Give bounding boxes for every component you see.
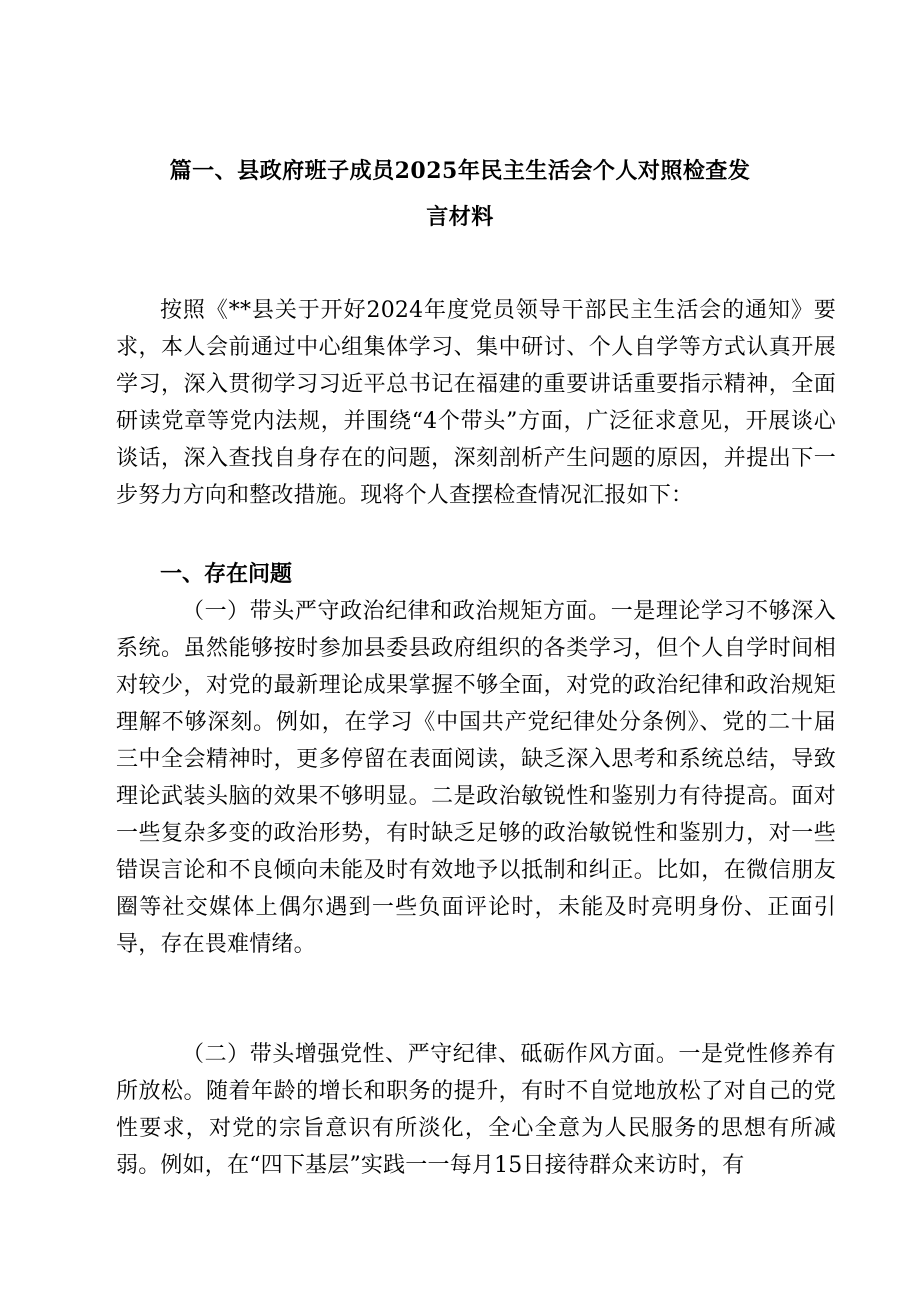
section-heading-problems: 一、存在问题 [160, 561, 293, 587]
intro-paragraph: 按照《**县关于开好2024年度党员领导干部民主生活会的通知》要求，本人会前通过中心组集体学习、集中研讨、个人自学等方式认真开展学习，深入贯彻学习习近平总书记在福建的重要讲话重要指示精神，全面研读党章等党内法规，并围绕“4个带头”方面，广泛征求意见，开展谈心谈话，深入查找自身存在的问题，深刻剖析产生问题的原因，并提出下一步努力方向和整改措施。现将个人查摆检查情况汇报如下： [116, 298, 836, 508]
document-title-line-1: 篇一、县政府班子成员2025年民主生活会个人对照检查发 [169, 158, 751, 184]
document-title-line-2: 言材料 [426, 204, 494, 230]
paragraph-party-spirit: （二）带头增强党性、严守纪律、砥砺作风方面。一是党性修养有所放松。随着年龄的增长和职务的提升，有时不自觉地放松了对自己的党性要求，对党的宗旨意识有所淡化，全心全意为人民服务的思想有所减弱。例如，在“四下基层”实践一一每月15日接待群众来访时，有 [116, 1042, 836, 1178]
paragraph-political-discipline: （一）带头严守政治纪律和政治规矩方面。一是理论学习不够深入系统。虽然能够按时参加县委县政府组织的各类学习，但个人自学时间相对较少，对党的最新理论成果掌握不够全面，对党的政治纪律和政治规矩理解不够深刻。例如，在学习《中国共产党纪律处分条例》、党的二十届三中全会精神时，更多停留在表面阅读，缺乏深入思考和系统总结，导致理论武装头脑的效果不够明显。二是政治敏锐性和鉴别力有待提高。面对一些复杂多变的政治形势，有时缺乏足够的政治敏锐性和鉴别力，对一些错误言论和不良倾向未能及时有效地予以抵制和纠正。比如，在微信朋友圈等社交媒体上偶尔遇到一些负面评论时，未能及时亮明身份、正面引导，存在畏难情绪。 [116, 599, 836, 957]
